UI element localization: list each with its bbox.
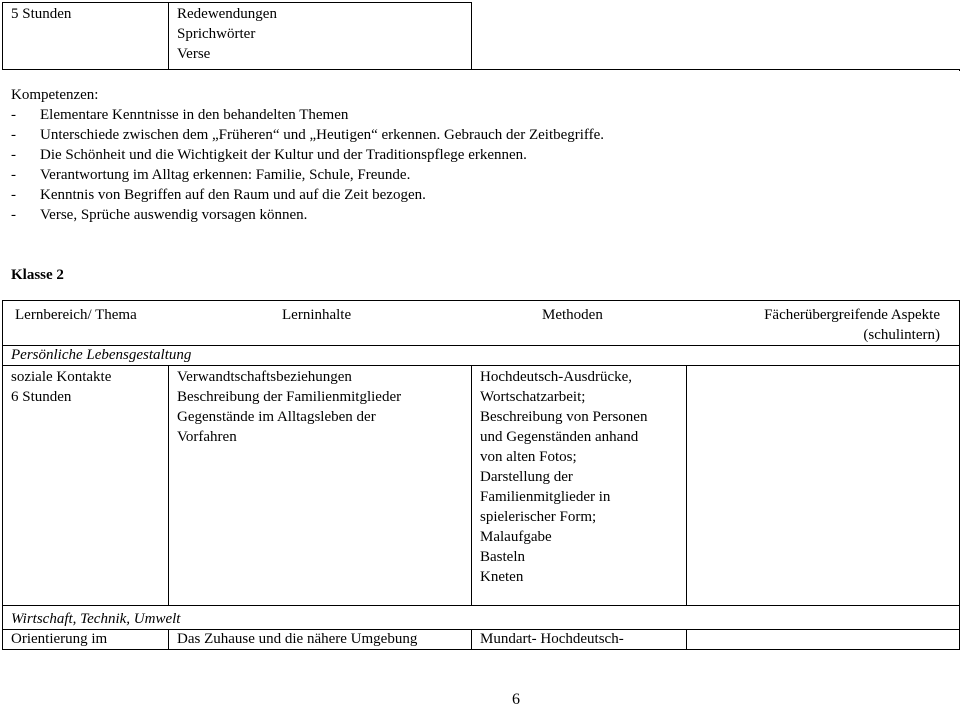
row-methods-line: Basteln: [480, 549, 525, 565]
top-topics-list: [177, 4, 277, 64]
top-topic-item: Redewendungen: [177, 6, 277, 22]
competency-text: Elementare Kenntnisse in den behandelten Themen: [40, 107, 349, 123]
row-methods-line: und Gegenständen anhand: [480, 429, 639, 445]
competencies-heading: Kompetenzen:: [11, 87, 99, 103]
header-faecher-line: (schulintern): [863, 327, 940, 343]
row-area-line: soziale Kontakte: [11, 369, 112, 385]
competency-text: Verse, Sprüche auswendig vorsagen können.: [40, 207, 308, 223]
bullet-dash: -: [11, 207, 16, 223]
competency-item: [11, 165, 604, 185]
competency-item: [11, 185, 604, 205]
row-methods-line: Hochdeutsch-Ausdrücke,: [480, 369, 633, 385]
row-methods-line: Kneten: [480, 569, 524, 585]
top-duration: 5 Stunden: [11, 6, 72, 22]
row-methods-line: Mundart- Hochdeutsch-: [480, 631, 624, 647]
row-methods-line: Darstellung der: [480, 469, 573, 485]
competency-text: Kenntnis von Begriffen auf den Raum und auf die Zeit bezogen.: [40, 187, 426, 203]
bullet-dash: -: [11, 167, 16, 183]
row-content-line: Verwandtschaftsbeziehungen: [177, 369, 352, 385]
top-topic-item: Verse: [177, 46, 211, 62]
bullet-dash: -: [11, 127, 16, 143]
row-content-line: Das Zuhause und die nähere Umgebung: [177, 631, 418, 647]
header-faecheruebergreifend: [700, 305, 940, 345]
competency-item: [11, 145, 604, 165]
top-topic-item: Sprichwörter: [177, 26, 256, 42]
class-heading: Klasse 2: [11, 267, 64, 283]
competency-item: [11, 125, 604, 145]
row-methods-line: von alten Fotos;: [480, 449, 577, 465]
competencies-list: [11, 105, 604, 225]
header-lernbereich: Lernbereich/ Thema: [15, 307, 137, 323]
competency-item: [11, 205, 604, 225]
bullet-dash: -: [11, 187, 16, 203]
row-methods: [480, 367, 647, 587]
row-area: [11, 367, 111, 407]
row-methods-line: spielerischer Form;: [480, 509, 597, 525]
row-methods-line: Beschreibung von Personen: [480, 409, 648, 425]
page-number: 6: [512, 691, 520, 708]
header-faecher-line: Fächerübergreifende Aspekte: [764, 307, 940, 323]
competency-text: Verantwortung im Alltag erkennen: Familie, Schule, Freunde.: [40, 167, 411, 183]
section-title: Persönliche Lebensgestaltung: [11, 347, 192, 363]
row-content-line: Gegenstände im Alltagsleben der: [177, 409, 376, 425]
row-methods-line: Familienmitglieder in: [480, 489, 611, 505]
header-lerninhalte: Lerninhalte: [282, 307, 352, 323]
row-area-line: 6 Stunden: [11, 389, 72, 405]
section-title: Wirtschaft, Technik, Umwelt: [11, 611, 181, 627]
competency-text: Die Schönheit und die Wichtigkeit der Kultur und der Traditionspflege erkennen.: [40, 147, 527, 163]
competency-item: [11, 105, 604, 125]
row-content: [177, 367, 401, 447]
row-methods-line: Malaufgabe: [480, 529, 552, 545]
header-methoden: Methoden: [542, 307, 603, 323]
row-content-line: Beschreibung der Familienmitglieder: [177, 389, 402, 405]
row-area-line: Orientierung im: [11, 631, 108, 647]
bullet-dash: -: [11, 147, 16, 163]
competencies-block: [11, 85, 604, 225]
row-content-line: Vorfahren: [177, 429, 237, 445]
row-methods-line: Wortschatzarbeit;: [480, 389, 586, 405]
bullet-dash: -: [11, 107, 16, 123]
competency-text: Unterschiede zwischen dem „Früheren“ und „Heutigen“ erkennen. Gebrauch der Zeitbegriffe.: [40, 127, 605, 143]
